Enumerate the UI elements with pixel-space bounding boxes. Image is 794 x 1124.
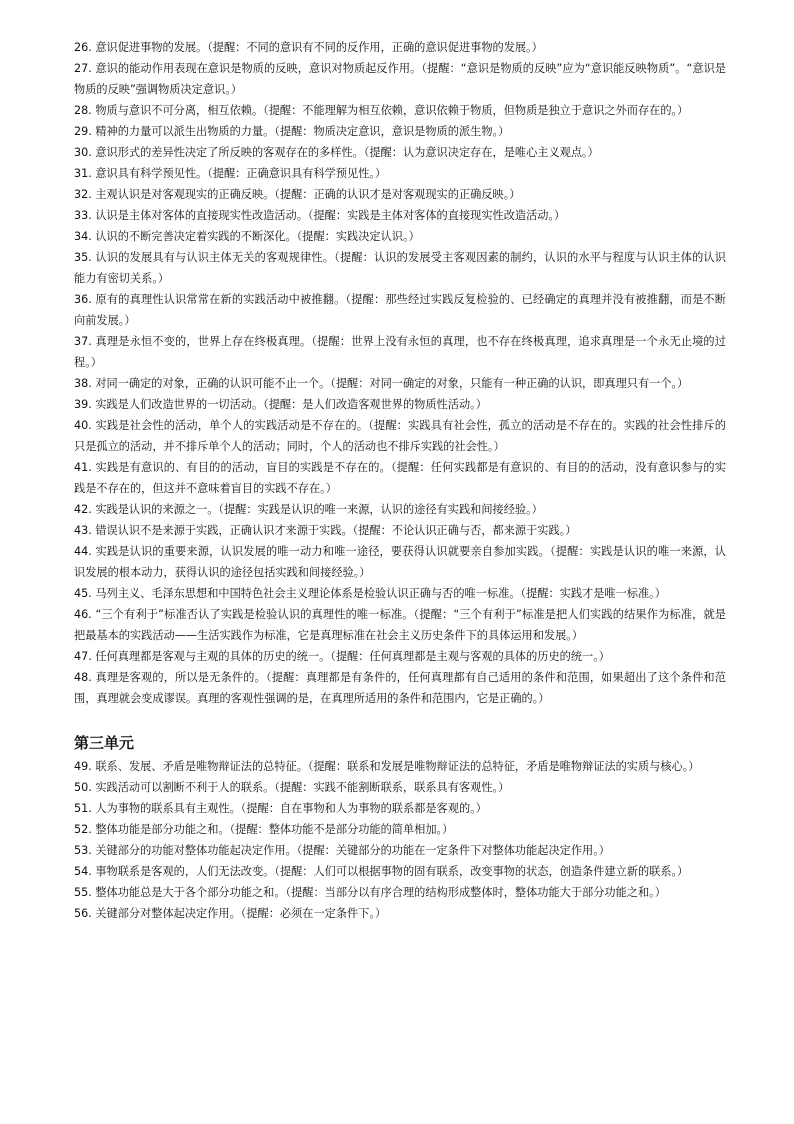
list-item: 50. 实践活动可以割断不利于人的联系。（提醒：实践不能割断联系，联系具有客观性。） (74, 781, 510, 794)
list-item: 47. 任何真理都是客观与主观的具体的历史的统一。（提醒：任何真理都是主观与客观的具体的历史的统一。） (74, 650, 610, 663)
list-item: 55. 整体功能总是大于各个部分功能之和。（提醒：当部分以有序合理的结构形成整体时，整体功能大于部分功能之和。） (74, 886, 666, 899)
item-list-unit-three (74, 756, 726, 924)
list-item: 26. 意识促进事物的发展。（提醒：不同的意识有不同的反作用，正确的意识促进事物的发展。） (74, 41, 543, 54)
list-item: 54. 事物联系是客观的，人们无法改变。（提醒：人们可以根据事物的固有联系，改变事物的状态，创造条件建立新的联系。） (74, 865, 689, 878)
list-item: 46. “三个有利于”标准否认了实践是检验认识的真理性的唯一标准。（提醒：“三个有利于”标准是把人们实践的结果作为标准，就是把最基本的实践活动——生活实践作为标准，它是真理标准在社会主义历史条件下的具体运用和发展。） (74, 608, 726, 642)
document-page (74, 37, 726, 924)
list-item: 53. 关键部分的功能对整体功能起决定作用。（提醒：关键部分的功能在一定条件下对整体功能起决定作用。） (74, 844, 610, 857)
list-item: 36. 原有的真理性认识常常在新的实践活动中被推翻。（提醒：那些经过实践反复检验的、已经确定的真理并没有被推翻，而是不断向前发展。） (74, 293, 726, 327)
section-heading: 第三单元 (74, 734, 135, 752)
list-item: 43. 错误认识不是来源于实践，正确认识才来源于实践。（提醒：不论认识正确与否，都来源于实践。） (74, 524, 577, 537)
list-item: 37. 真理是永恒不变的，世界上存在终极真理。（提醒：世界上没有永恒的真理，也不存在终极真理，追求真理是一个永无止境的过程。） (74, 335, 726, 369)
list-item: 35. 认识的发展具有与认识主体无关的客观规律性。（提醒：认识的发展受主客观因素的制约，认识的水平与程度与认识主体的认识能力有密切关系。） (74, 251, 726, 285)
list-item: 42. 实践是认识的来源之一。（提醒：实践是认识的唯一来源，认识的途径有实践和间接经验。） (74, 503, 543, 516)
list-item: 48. 真理是客观的，所以是无条件的。（提醒：真理都是有条件的，任何真理都有自己适用的条件和范围，如果超出了这个条件和范围，真理就会变成谬误。真理的客观性强调的是，在真理所适用的条件和范围内，它是正确的。） (74, 671, 726, 705)
list-item: 29. 精神的力量可以派生出物质的力量。（提醒：物质决定意识，意识是物质的派生物。） (74, 125, 510, 138)
list-item: 56. 关键部分对整体起决定作用。（提醒：必须在一定条件下。） (74, 907, 387, 920)
list-item: 40. 实践是社会性的活动，单个人的实践活动是不存在的。（提醒：实践具有社会性，孤立的活动是不存在的。实践的社会性排斥的只是孤立的活动，并不排斥单个人的活动；同时，个人的活动也不排斥实践的社会性。） (74, 419, 726, 453)
list-item: 32. 主观认识是对客观现实的正确反映。（提醒：正确的认识才是对客观现实的正确反映。） (74, 188, 521, 201)
list-item: 51. 人为事物的联系具有主观性。（提醒：自在事物和人为事物的联系都是客观的。） (74, 802, 487, 815)
list-item: 28. 物质与意识不可分离，相互依赖。（提醒：不能理解为相互依赖，意识依赖于物质，但物质是独立于意识之外而存在的。） (74, 104, 689, 117)
list-item: 52. 整体功能是部分功能之和。（提醒：整体功能不是部分功能的简单相加。） (74, 823, 454, 836)
list-item: 27. 意识的能动作用表现在意识是物质的反映，意识对物质起反作用。（提醒：“意识是物质的反映”应为“意识能反映物质”。“意识是物质的反映”强调物质决定意识。） (74, 62, 726, 96)
list-item: 30. 意识形式的差异性决定了所反映的客观存在的多样性。（提醒：认为意识决定存在，是唯心主义观点。） (74, 146, 599, 159)
list-item: 31. 意识具有科学预见性。（提醒：正确意识具有科学预见性。） (74, 167, 387, 180)
list-item: 49. 联系、发展、矛盾是唯物辩证法的总特征。（提醒：联系和发展是唯物辩证法的总特征，矛盾是唯物辩证法的实质与核心。） (74, 760, 700, 773)
list-item: 33. 认识是主体对客体的直接现实性改造活动。（提醒：实践是主体对客体的直接现实性改造活动。） (74, 209, 566, 222)
list-item: 45. 马列主义、毛泽东思想和中国特色社会主义理论体系是检验认识正确与否的唯一标准。（提醒：实践才是唯一标准。） (74, 587, 666, 600)
list-item: 39. 实践是人们改造世界的一切活动。（提醒：是人们改造客观世界的物质性活动。） (74, 398, 487, 411)
list-item: 44. 实践是认识的重要来源，认识发展的唯一动力和唯一途径，要获得认识就要亲自参加实践。（提醒：实践是认识的唯一来源，认识发展的根本动力，获得认识的途径包括实践和间接经验。） (74, 545, 726, 579)
item-list-unit-two (74, 37, 726, 709)
list-item: 34. 认识的不断完善决定着实践的不断深化。（提醒：实践决定认识。） (74, 230, 420, 243)
list-item: 41. 实践是有意识的、有目的的活动，盲目的实践是不存在的。（提醒：任何实践都是有意识的、有目的的活动，没有意识参与的实践是不存在的，但这并不意味着盲目的实践不存在。） (74, 461, 726, 495)
list-item: 38. 对同一确定的对象，正确的认识可能不止一个。（提醒：对同一确定的对象，只能有一种正确的认识，即真理只有一个。） (74, 377, 689, 390)
